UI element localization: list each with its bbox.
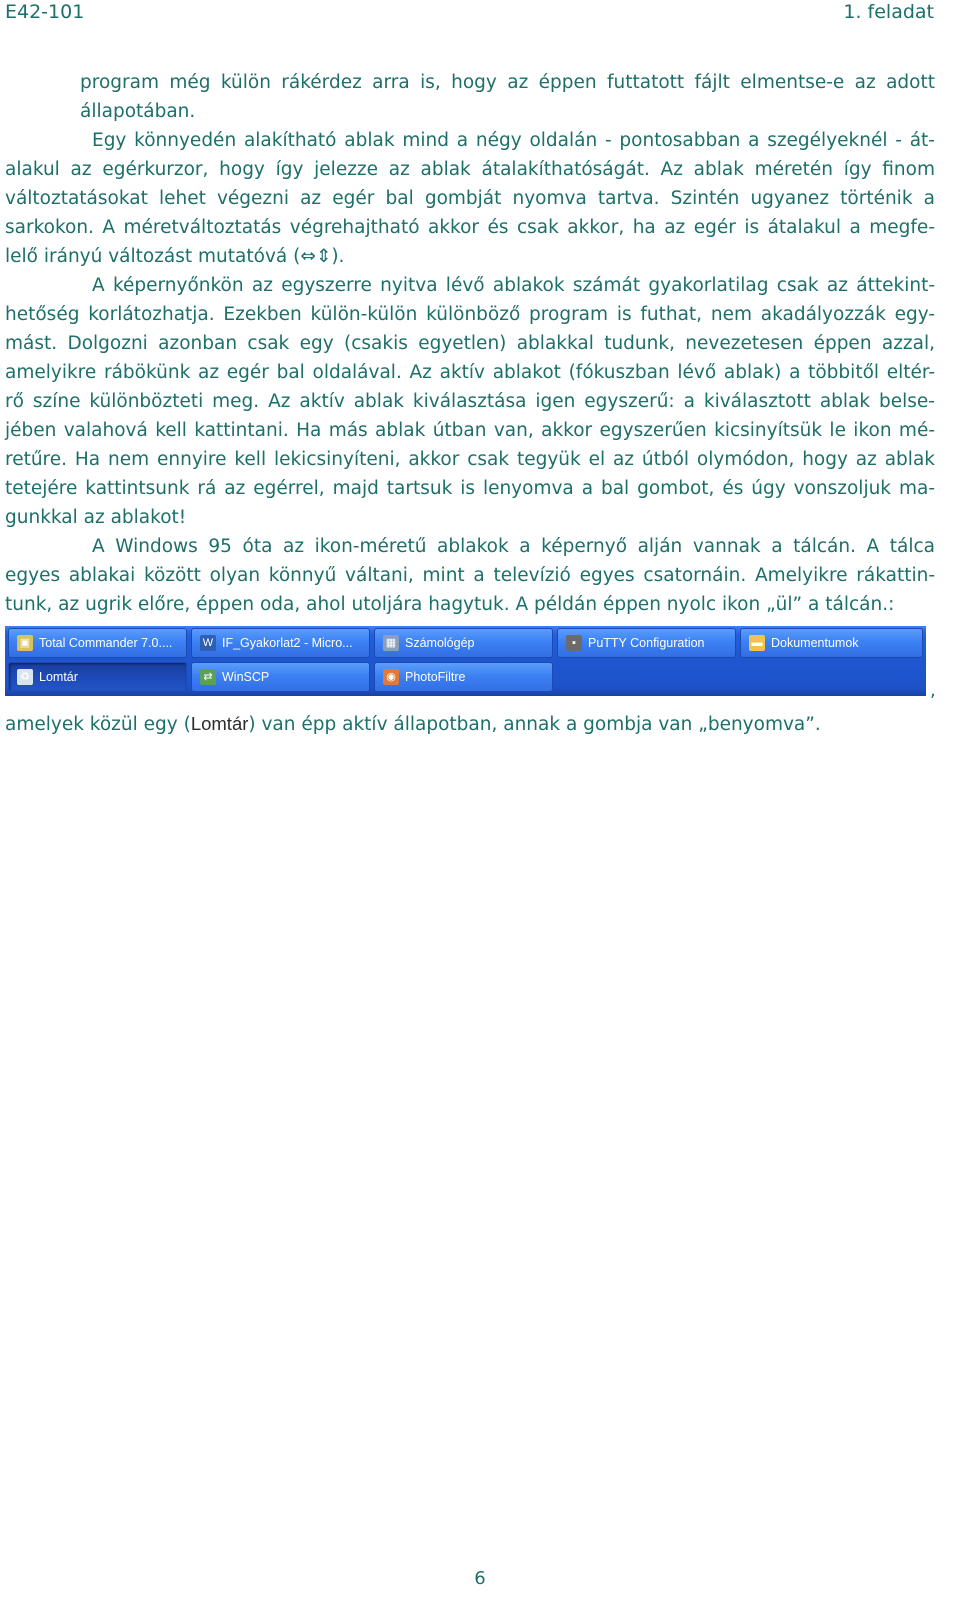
taskbar-button-label: Dokumentumok (771, 636, 859, 650)
taskbar-button-calculator[interactable] (374, 628, 553, 658)
taskbar-button-label: Számológép (405, 636, 475, 650)
putty-icon: ▪ (566, 635, 582, 651)
text-line: mást. Dolgozni azonban csak egy (csakis egyetlen) ablakkal tudunk, nevezetesen éppen azzal, (5, 333, 935, 354)
text-line: hetőség korlátozhatja. Ezekben külön-külön különböző program is futhat, nem akadályozzák egy- (5, 304, 935, 325)
text-line: gunkkal az ablakot! (5, 507, 187, 528)
text-line: rő színe különbözteti meg. Az aktív ablak kiválasztása igen egyszerű: a kiválasztott ablak belse- (5, 391, 935, 412)
body-text (5, 68, 935, 619)
photofiltre-icon: ◉ (383, 669, 399, 685)
taskbar-button-label: PuTTY Configuration (588, 636, 705, 650)
taskbar-caption (5, 713, 821, 735)
text-line: A képernyőnkön az egyszerre nyitva lévő ablakok számát gyakorlatilag csak az áttekint- (92, 275, 935, 296)
taskbar-button-word[interactable] (191, 628, 370, 658)
taskbar-button-label: WinSCP (222, 670, 270, 684)
page-number: 6 (474, 1568, 486, 1589)
taskbar-button-label: PhotoFiltre (405, 670, 466, 684)
taskbar-button-total-commander[interactable] (8, 628, 187, 658)
winscp-icon: ⇄ (200, 669, 216, 685)
taskbar-button-label: IF_Gyakorlat2 - Micro... (222, 636, 353, 650)
page-header (0, 0, 960, 30)
text-line: amelyikre rábökünk az egér bal oldalával. Az aktív ablakot (fókuszban lévő ablak) a többitől eltér- (5, 362, 935, 383)
taskbar-button-winscp[interactable] (191, 662, 370, 692)
text-line: lelő irányú változást mutatóvá (⇔⇕). (5, 246, 345, 267)
calculator-icon: ▦ (383, 635, 399, 651)
text-line: jében valahová kell kattintani. Ha más ablak útban van, akkor egyszerűen kicsinyítsük le ikon mé- (5, 420, 935, 441)
taskbar-button-putty[interactable] (557, 628, 736, 658)
trailing-comma: , (930, 680, 936, 701)
taskbar-button-documents[interactable] (740, 628, 923, 658)
text-line: A Windows 95 óta az ikon-méretű ablakok a képernyő alján vannak a tálcán. A tálca (92, 536, 935, 557)
taskbar-button-label: Lomtár (39, 670, 78, 684)
caption-highlight: Lomtár (190, 713, 249, 734)
section-title: 1. feladat (843, 1, 934, 23)
text-line: állapotában. (80, 101, 196, 122)
caption-text-end: ) van épp aktív állapotban, annak a gombja van „benyomva”. (248, 714, 821, 735)
text-line: program még külön rákérdez arra is, hogy az éppen futtatott fájlt elmentse-e az adott (80, 72, 935, 93)
recycle-bin-icon: ♻ (17, 669, 33, 685)
text-line: retűre. Ha nem ennyire kell lekicsinyíteni, akkor csak tegyük el az útból olymódon, hogy az ablak (5, 449, 935, 470)
word-document-icon: W (200, 635, 216, 651)
text-line: alakul az egérkurzor, hogy így jelezze az ablak átalakíthatóságát. Az ablak méretén így finom (5, 159, 935, 180)
taskbar-button-label: Total Commander 7.0.... (39, 636, 173, 650)
text-line: változtatásokat lehet végezni az egér bal gombját nyomva tartva. Szintén ugyanez történik a (5, 188, 935, 209)
floppy-icon: ▣ (17, 635, 33, 651)
text-line: sarkokon. A méretváltoztatás végrehajtható akkor és csak akkor, ha az egér is átalakul a megfe- (5, 217, 935, 238)
document-code: E42-101 (5, 1, 85, 23)
text-line: Egy könnyedén alakítható ablak mind a négy oldalán - pontosabban a szegélyeknél - át- (92, 130, 935, 151)
taskbar-button-photofiltre[interactable] (374, 662, 553, 692)
caption-text-start: amelyek közül egy ( (5, 714, 191, 735)
text-line: egyes ablakai között olyan könnyű váltani, mint a televízió egyes csatornáin. Amelyikre rákattin- (5, 565, 935, 586)
taskbar-screenshot (5, 626, 926, 696)
text-line: tunk, az ugrik előre, éppen oda, ahol utoljára hagytuk. A példán éppen nyolc ikon „ül” a tálcán.: (5, 594, 895, 615)
folder-icon: ▬ (749, 635, 765, 651)
text-line: tetejére kattintsunk rá az egérrel, majd tartsuk is lenyomva a bal gombot, és úgy vonszoljuk ma- (5, 478, 935, 499)
taskbar-button-recycle-bin[interactable] (8, 662, 187, 692)
